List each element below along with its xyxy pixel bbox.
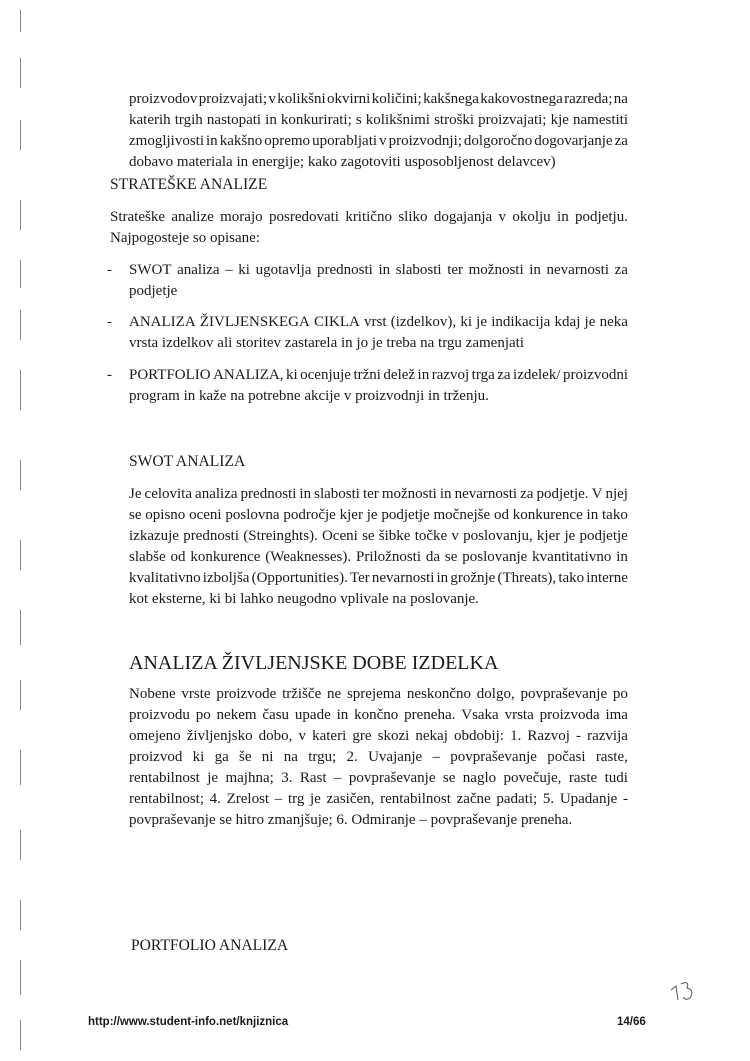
text-line [129, 684, 628, 705]
word: uporabljati [312, 133, 378, 149]
word: prednosti [317, 262, 373, 278]
word: na [283, 749, 298, 765]
word: preneha. [404, 707, 456, 723]
word: se [442, 770, 456, 786]
word: raste, [595, 749, 628, 765]
word: in [336, 707, 349, 723]
section-heading-strateske: STRATEŠKE ANALIZE [110, 176, 268, 193]
word: nevarnosti [546, 262, 609, 278]
bullet-dash: - [107, 367, 112, 383]
word: je [476, 314, 487, 330]
text-line [129, 110, 628, 131]
word: se [444, 549, 458, 565]
word: katerih [129, 112, 171, 128]
text-line [110, 207, 628, 228]
word: še [239, 749, 252, 765]
word: ni [261, 749, 274, 765]
section-heading-portfolio: PORTFOLIO ANALIZA [131, 937, 289, 954]
word: ŽIVLJENSKEGA [199, 314, 310, 330]
text-line [129, 526, 628, 547]
word: oceni [189, 507, 222, 523]
scan-edge-mark [20, 680, 21, 710]
text-line [129, 365, 628, 386]
word: poslovna [225, 507, 280, 523]
word: grožnje [450, 570, 496, 586]
word: dogovarjanje [534, 133, 613, 149]
life-cycle-paragraph [129, 684, 628, 831]
word: (Streinghts). [243, 528, 318, 544]
word: in [378, 262, 391, 278]
word: podjetje [381, 507, 430, 523]
word: (Opportunities). [251, 570, 348, 586]
scan-edge-mark [20, 540, 21, 570]
word: v [268, 91, 276, 107]
section-heading-life-cycle: ANALIZA ŽIVLJENJSKE DOBE IZDELKA [129, 652, 499, 674]
word: podjetju. [575, 209, 628, 225]
word: raste [568, 770, 598, 786]
word: analize [171, 209, 214, 225]
word: 5. [542, 791, 555, 807]
bullet-dash: - [107, 314, 112, 330]
word: točke [414, 528, 448, 544]
word: ocenjuje [300, 367, 351, 383]
text-line: podjetje [129, 283, 178, 299]
scan-edge-mark [20, 58, 21, 88]
word: za [520, 486, 534, 502]
word: ter [362, 486, 379, 502]
word: in [436, 570, 449, 586]
word: poslovanju, [463, 528, 533, 544]
word: kvantitativno [532, 549, 612, 565]
word: ugotavlja [255, 262, 312, 278]
word: proizvodnji; [388, 133, 462, 149]
word: Priložnosti [355, 549, 421, 565]
swot-paragraph [129, 484, 628, 610]
word: tako [602, 507, 628, 523]
word: trgih [174, 112, 203, 128]
word: sprejema [346, 686, 402, 702]
text-line [129, 768, 628, 789]
text-line [129, 131, 628, 152]
word: Zrelost [226, 791, 270, 807]
word: v [498, 209, 506, 225]
strateske-paragraph [110, 207, 628, 249]
word: analiza [195, 486, 238, 502]
text-line [129, 568, 628, 589]
scan-edge-mark [20, 1020, 21, 1050]
word: povpraševanje [520, 686, 608, 702]
text-line [129, 312, 628, 333]
word: času [262, 707, 290, 723]
word: nekaj [415, 728, 448, 744]
word: Uvajanje [368, 749, 423, 765]
text-line [129, 505, 628, 526]
word: po [195, 707, 211, 723]
word: in [299, 486, 312, 502]
bullet-item-lifecycle [107, 312, 628, 354]
word: tudi [604, 770, 628, 786]
word: povpraševanje [450, 749, 537, 765]
word: proizvajati; [198, 91, 268, 107]
word: življenjsko [186, 728, 253, 744]
scan-edge-mark [20, 370, 21, 410]
word: in [265, 112, 277, 128]
word: ki [192, 749, 205, 765]
word: proizvodov [129, 91, 198, 107]
word: prednosti [183, 528, 240, 544]
word: 3. [281, 770, 293, 786]
word: neka [599, 314, 628, 330]
word: upade [294, 707, 331, 723]
text-line: vrsta izdelkov ali storitev zastarela in jo je treba na trgu zamenjati [129, 335, 524, 351]
text-line: povpraševanje se hitro zmanjšuje; 6. Odmiranje – povpraševanje preneha. [129, 812, 573, 828]
word: kjer [536, 528, 561, 544]
word: trg [287, 791, 305, 807]
word: začne [456, 791, 491, 807]
word: kritično [345, 209, 392, 225]
word: ter [447, 262, 464, 278]
word: - [576, 728, 581, 744]
word: ne [327, 686, 342, 702]
scan-edge-mark [20, 10, 21, 32]
handwritten-page-number [668, 978, 698, 1004]
word: vrst [364, 314, 387, 330]
word: - [622, 791, 628, 807]
word: in [206, 133, 218, 149]
word: zmogljivosti [129, 133, 204, 149]
word: celovita [144, 486, 193, 502]
word: nekem [216, 707, 257, 723]
word: Upadanje [559, 791, 618, 807]
word: konkurence [190, 549, 261, 565]
word: omejeno [129, 728, 181, 744]
word: kolikšnimi [365, 112, 430, 128]
word: padati; [496, 791, 538, 807]
word: kakovostnega [480, 91, 563, 107]
word: od [170, 549, 186, 565]
text-line: Najpogosteje so opisane: [110, 230, 260, 246]
word: ki [238, 262, 250, 278]
text-line [129, 260, 628, 281]
text-line: dobavo materiala in energije; kako zagotoviti usposobljenost delavcev) [129, 154, 556, 170]
text-line [129, 747, 628, 768]
word: Nobene [129, 686, 176, 702]
word: kakšnega [423, 91, 479, 107]
scan-edge-mark [20, 610, 21, 645]
text-line [129, 547, 628, 568]
word: s [355, 112, 362, 128]
word: skozi [377, 728, 410, 744]
word: za [614, 262, 628, 278]
word: – [333, 770, 342, 786]
word: razreda; [564, 91, 613, 107]
word: se [362, 528, 375, 544]
word: CIKLA [314, 314, 360, 330]
word: počasi [547, 749, 586, 765]
word: ANALIZA, [213, 367, 284, 383]
word: je [564, 528, 576, 544]
word: ANALIZA [129, 314, 196, 330]
word: izboljša [202, 570, 250, 586]
word: razvoj [431, 367, 470, 383]
word: – [274, 791, 283, 807]
word: vrsta [504, 707, 534, 723]
word: dolgoročno [463, 133, 533, 149]
word: kje [550, 112, 569, 128]
word: močnejše [433, 507, 491, 523]
word: dogajanja [433, 209, 493, 225]
word: tržišče [282, 686, 322, 702]
word: Oceni [322, 528, 358, 544]
word: indikacija [491, 314, 551, 330]
word: trgu; [308, 749, 337, 765]
word: Strateške [110, 209, 165, 225]
word: v [379, 133, 387, 149]
word: opisno [145, 507, 186, 523]
scan-edge-mark [20, 200, 21, 230]
word: morajo [220, 209, 263, 225]
word: interne [586, 570, 628, 586]
word: 1. [510, 728, 522, 744]
word: ga [214, 749, 229, 765]
word: ima [605, 707, 628, 723]
word: – [225, 262, 233, 278]
word: konkurence [512, 507, 583, 523]
scan-edge-mark [20, 460, 21, 490]
word: količini; [371, 91, 422, 107]
scan-edge-mark [20, 260, 21, 288]
word: izkazuje [129, 528, 179, 544]
word: ki [285, 367, 298, 383]
scan-edge-mark [20, 830, 21, 860]
word: povečuje, [503, 770, 562, 786]
word: 4. [209, 791, 221, 807]
word: in [417, 367, 430, 383]
text-line [129, 484, 628, 505]
word: možnosti [468, 262, 524, 278]
word: končno [354, 707, 399, 723]
word: konkurirati; [280, 112, 352, 128]
word: proizvod [129, 749, 183, 765]
word: opremo [264, 133, 311, 149]
footer-page-number: 14/66 [617, 1016, 646, 1028]
word: je [310, 791, 321, 807]
text-line [129, 705, 628, 726]
word: proizvajati; [478, 112, 547, 128]
word: rentabilnost [380, 791, 451, 807]
word: zasičen, [326, 791, 375, 807]
footer-url: http://www.student-info.net/knjiznica [88, 1016, 289, 1028]
word: da [425, 549, 441, 565]
word: Vsaka [461, 707, 499, 723]
word: delež [383, 367, 416, 383]
word: (Weaknesses). [265, 549, 352, 565]
word: Ter [349, 570, 370, 586]
word: V [591, 486, 603, 502]
word: prednosti [240, 486, 297, 502]
word: 2. [346, 749, 358, 765]
scan-edge-mark [20, 900, 21, 930]
word: namestiti [573, 112, 628, 128]
word: povpraševanje [348, 770, 436, 786]
word: in [557, 209, 569, 225]
word: za [497, 367, 511, 383]
word: kolikšni [277, 91, 326, 107]
word: analiza [177, 262, 220, 278]
word: gre [352, 728, 372, 744]
word: in [586, 507, 599, 523]
word: proizvoda [539, 707, 600, 723]
scan-edge-mark [20, 310, 21, 340]
text-line [129, 89, 628, 110]
word: šibke [378, 528, 411, 544]
bullet-item-portfolio [107, 365, 628, 407]
word: naglo [462, 770, 497, 786]
word: (izdelkov), [390, 314, 457, 330]
word: nevarnosti [454, 486, 518, 502]
word: razvija [587, 728, 628, 744]
word: kjer [339, 507, 363, 523]
word: tako [558, 570, 585, 586]
text-line: kot eksterne, ki bi lahko neugodno vplivale na poslovanje. [129, 591, 479, 607]
word: trga [471, 367, 495, 383]
scan-edge-mark [20, 750, 21, 785]
word: SWOT [129, 262, 172, 278]
word: tržni [353, 367, 381, 383]
word: po [612, 686, 628, 702]
text-line [129, 789, 628, 810]
word: slabosti [314, 486, 360, 502]
word: v [451, 528, 459, 544]
scan-edge-mark [20, 960, 21, 995]
word: izdelek/ [513, 367, 561, 383]
word: poslovanje [462, 549, 528, 565]
word: dolgo, [476, 686, 515, 702]
word: za [614, 133, 628, 149]
word: kvalitativno [129, 570, 201, 586]
word: (Threats), [497, 570, 557, 586]
scan-edge-mark [20, 120, 21, 150]
word: slabosti [395, 262, 442, 278]
section-heading-swot: SWOT ANALIZA [129, 453, 246, 470]
word: – [432, 749, 440, 765]
word: neskončno [406, 686, 472, 702]
word: nevarnosti [371, 570, 435, 586]
word: podjetje. [536, 486, 589, 502]
word: ki [460, 314, 472, 330]
word: proizvodni [563, 367, 628, 383]
word: od [493, 507, 509, 523]
word: proizvodu [129, 707, 190, 723]
word: proizvode [216, 686, 277, 702]
word: področje [283, 507, 336, 523]
bullet-dash: - [107, 262, 112, 278]
word: kakšno [219, 133, 263, 149]
word: kdaj [554, 314, 581, 330]
word: PORTFOLIO [129, 367, 211, 383]
word: in [529, 262, 541, 278]
word: rentabilnost [129, 770, 200, 786]
word: kateri [312, 728, 347, 744]
word: možnosti [381, 486, 437, 502]
word: okvirni [326, 91, 371, 107]
word: podjetje [579, 528, 628, 544]
word: sliko [398, 209, 428, 225]
word: njej [605, 486, 628, 502]
bullet-item-swot [107, 260, 628, 302]
word: Rast [299, 770, 327, 786]
word: posredovati [268, 209, 339, 225]
word: v [298, 728, 307, 744]
word: Je [129, 486, 142, 502]
word: na [613, 91, 628, 107]
word: dobo, [258, 728, 293, 744]
text-line: program in kaže na potrebne akcije v proizvodnji in trženju. [129, 388, 489, 404]
word: je [366, 507, 378, 523]
word: se [129, 507, 142, 523]
word: okolju [512, 209, 551, 225]
word: vrste [181, 686, 211, 702]
word: obdobij: [453, 728, 504, 744]
word: stroški [434, 112, 475, 128]
text-line [129, 726, 628, 747]
word: slabše [129, 549, 166, 565]
word: rentabilnost; [129, 791, 204, 807]
word: in [439, 486, 452, 502]
word: Razvoj [527, 728, 570, 744]
word: je [207, 770, 219, 786]
intro-paragraph [129, 89, 628, 173]
word: majhna; [225, 770, 274, 786]
word: in [616, 549, 628, 565]
word: nastopati [206, 112, 262, 128]
word: je [584, 314, 596, 330]
